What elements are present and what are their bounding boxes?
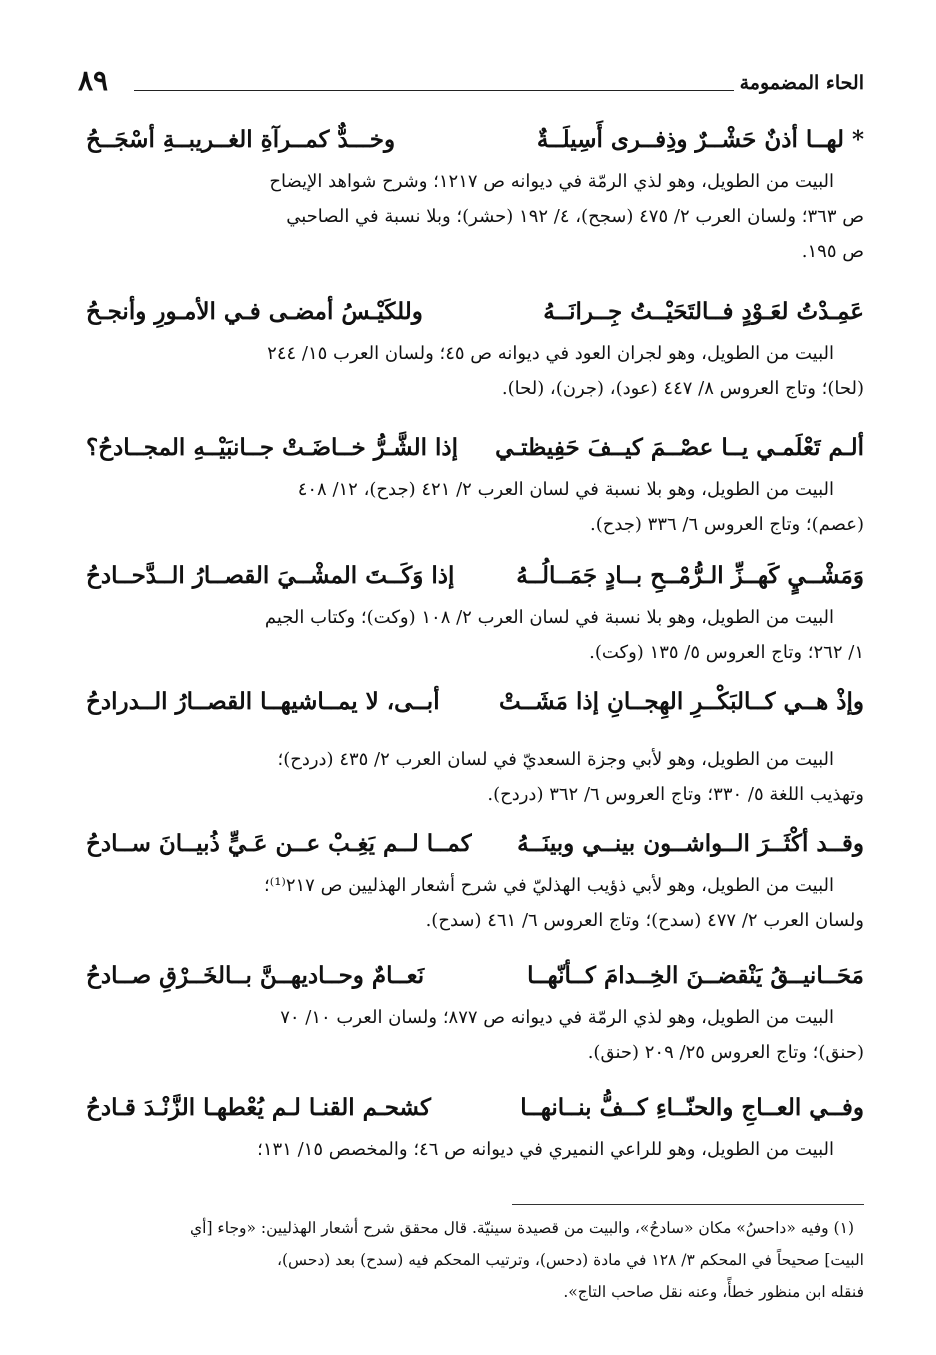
running-header bbox=[78, 66, 864, 106]
footnote-line: فنقله ابن منظور خطأً، وعنه نقل صاحب التاج». bbox=[563, 1283, 864, 1301]
note-line: البيت من الطويل، وهو لجران العود في ديوانه ص ٤٥؛ ولسان العرب ١٥/ ٢٤٤ bbox=[267, 343, 834, 364]
note-line: البيت من الطويل، وهو بلا نسبة في لسان العرب ٢/ ٤٢١ (جدح)، ١٢/ ٤٠٨ bbox=[297, 479, 834, 500]
verse-second-hemistich: نَعــامٌ وحــاديهــنَّ بــالخَــرْقِ صــادحُ bbox=[86, 962, 425, 989]
note-line: ولسان العرب ٢/ ٤٧٧ (سدح)؛ وتاج العروس ٦/ ٤٦١ (سدح). bbox=[425, 910, 864, 931]
entry-2 bbox=[74, 290, 864, 406]
verse-first-hemistich: وإذْ هــي كــالبَكْــرِ الهِجــانِ إذا مَشَــتْ bbox=[499, 688, 864, 715]
note-line: ١/ ٢٦٢؛ وتاج العروس ٥/ ١٣٥ (وكت). bbox=[589, 642, 864, 663]
verse bbox=[74, 680, 864, 724]
note-line: وتهذيب اللغة ٥/ ٣٣٠؛ وتاج العروس ٦/ ٣٦٢ (دردح). bbox=[487, 784, 864, 805]
entry-5 bbox=[74, 680, 864, 812]
verse-second-hemistich: إذا وَكَــتَ المشْــيَ القصــارُ الــدَّحــادحُ bbox=[86, 562, 455, 589]
entry-3 bbox=[74, 426, 864, 542]
verse-note bbox=[74, 1000, 864, 1070]
verse-note bbox=[74, 472, 864, 542]
verse-note bbox=[74, 600, 864, 670]
note-line: البيت من الطويل، وهو بلا نسبة في لسان العرب ٢/ ١٠٨ (وكت)؛ وكتاب الجيم bbox=[264, 607, 834, 628]
note-line: (لحا)؛ وتاج العروس ٨/ ٤٤٧ (عود)، (جرن)، (لحا). bbox=[501, 378, 864, 399]
note-line: البيت من الطويل، وهو لذي الرمّة في ديوانه ص ١٢١٧؛ وشرح شواهد الإيضاح bbox=[269, 171, 834, 192]
note-line: البيت من الطويل، وهو لأبي وجزة السعديّ في لسان العرب ٢/ ٤٣٥ (دردح)؛ bbox=[277, 749, 834, 770]
entry-6 bbox=[74, 822, 864, 938]
entry-8 bbox=[74, 1086, 864, 1167]
page-number: ٨٩ bbox=[78, 64, 109, 97]
verse bbox=[74, 426, 864, 470]
verse-first-hemistich: وفــي العــاجِ والحنّــاءِ كــفُّ بنــانهــا bbox=[520, 1094, 864, 1121]
footnote-line: البيت] صحيحاً في المحكم ٣/ ١٢٨ في مادة (دحس)، وترتيب المحكم فيه (سدح) بعد (دحس)، bbox=[277, 1251, 864, 1269]
note-line: (حنق)؛ وتاج العروس ٢٥/ ٢٠٩ (حنق). bbox=[587, 1042, 864, 1063]
note-line: البيت من الطويل، وهو للراعي النميري في ديوانه ص ٤٦؛ والمخصص ١٥/ ١٣١؛ bbox=[257, 1139, 834, 1160]
verse-note bbox=[74, 868, 864, 938]
section-title: الحاء المضمومة bbox=[739, 72, 864, 94]
verse-first-hemistich: عَمِـدْتُ لعَـوْدٍ فــالتَحَيْــتُ جِــرانَــهُ bbox=[543, 298, 864, 325]
entry-1 bbox=[74, 118, 864, 269]
header-rule bbox=[134, 90, 734, 91]
verse-second-hemistich: إذا الشَّـرُّ خــاضَـتْ جــانبَيْــهِ المجــادحُ؟ bbox=[86, 434, 459, 461]
verse-second-hemistich: كشحـم القنـا لـم يُعْطهـا الزَّنْـدَ قـادحُ bbox=[86, 1094, 432, 1121]
verse-note bbox=[74, 742, 864, 812]
verse-note bbox=[74, 336, 864, 406]
verse-second-hemistich: كمــا لــم يَغِـبْ عــن عَـيٍّ ذُبيــانَ ســادحُ bbox=[86, 830, 472, 857]
verse bbox=[74, 118, 864, 162]
footnote bbox=[74, 1212, 864, 1308]
note-line: البيت من الطويل، وهو لأبي ذؤيب الهذليّ في شرح أشعار الهذليين ص ٢١٧⁽¹⁾؛ bbox=[264, 875, 834, 896]
entry-4 bbox=[74, 554, 864, 670]
verse-first-hemistich: مَحَــانيــقُ يَنْقضــنَ الخِــدامَ كــأنّهــا bbox=[527, 962, 864, 989]
verse-second-hemistich: وللكَيْـسُ أمضـى فـي الأمـورِ وأنجـحُ bbox=[86, 298, 423, 325]
verse-note bbox=[74, 1132, 864, 1167]
footnote-rule bbox=[512, 1204, 864, 1205]
verse bbox=[74, 1086, 864, 1130]
verse-first-hemistich: وقــد أكْثَــرَ الــواشــون بينــي وبينَــهُ bbox=[517, 830, 864, 857]
entry-7 bbox=[74, 954, 864, 1070]
verse bbox=[74, 822, 864, 866]
footnote-line: (١) وفيه «داحسُ» مكان «سادحُ»، والبيت من قصيدة سينيّة. قال محقق شرح أشعار الهذليين: «وجاء [أي bbox=[190, 1219, 854, 1237]
note-line: ص ١٩٥. bbox=[801, 241, 864, 262]
note-line: (عصم)؛ وتاج العروس ٦/ ٣٣٦ (جدح). bbox=[589, 514, 864, 535]
verse-second-hemistich: وخـــدٌّ كمــرآةِ الغــريبــةِ أسْجَــحُ bbox=[86, 126, 396, 153]
note-line: البيت من الطويل، وهو لذي الرمّة في ديوانه ص ٨٧٧؛ ولسان العرب ١٠/ ٧٠ bbox=[280, 1007, 834, 1028]
verse bbox=[74, 290, 864, 334]
verse-first-hemistich: وَمَشْــيٍ كَهــزِّ الـرُّمْــحِ بــادٍ جَمَــالُــهُ bbox=[516, 562, 864, 589]
verse-second-hemistich: أبــى، لا يمــاشيهــا القصــارُ الــدرادحُ bbox=[86, 688, 440, 715]
verse-first-hemistich: ألـم تَعْلَمـي يــا عصْــمَ كيــفَ حَفِيظتـي bbox=[495, 434, 864, 461]
verse-note bbox=[74, 164, 864, 269]
note-line: ص ٣٦٣؛ ولسان العرب ٢/ ٤٧٥ (سجح)، ٤/ ١٩٢ (حشر)؛ وبلا نسبة في الصاحبي bbox=[286, 206, 864, 227]
verse-first-hemistich: * لهــا أذنٌ حَشْــرٌ وذِفــرى أَسِيلَــةٌ bbox=[536, 126, 864, 153]
verse bbox=[74, 554, 864, 598]
verse bbox=[74, 954, 864, 998]
